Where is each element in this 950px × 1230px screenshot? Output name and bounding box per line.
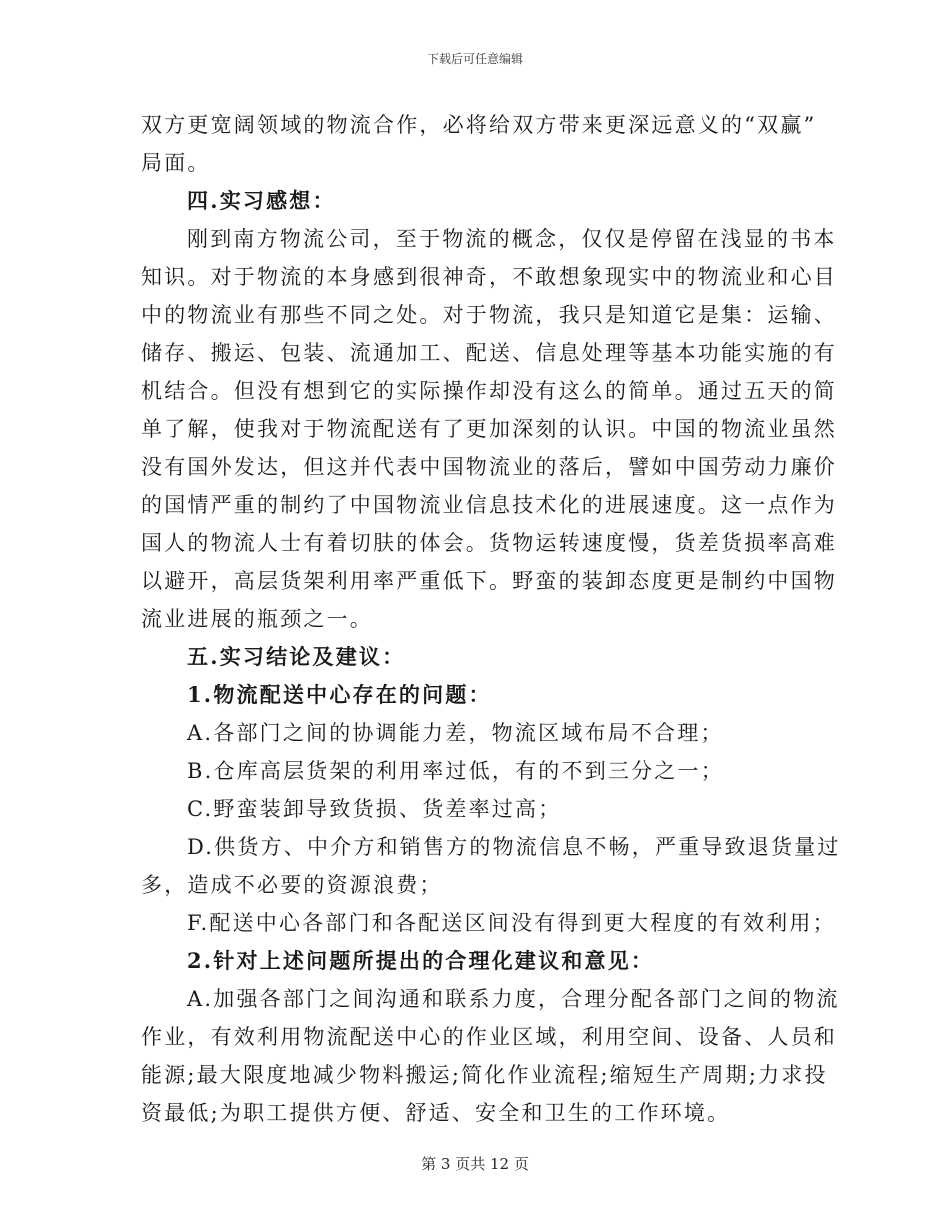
body-text-line: 单了解，使我对于物流配送有了更加深刻的认识。中国的物流业虽然: [141, 417, 837, 441]
body-text-line: D.供货方、中介方和销售方的物流信息不畅，严重导致退货量过: [187, 835, 841, 859]
body-text-line: F.配送中心各部门和各配送区间没有得到更大程度的有效利用；: [187, 911, 836, 935]
body-text-line: 双方更宽阔领域的物流合作，必将给双方带来更深远意义的“双赢”: [141, 113, 817, 137]
body-text-line: 知识。对于物流的本身感到很神奇，不敢想象现实中的物流业和心目: [141, 265, 837, 289]
body-text-line: 多，造成不必要的资源浪费；: [141, 873, 443, 897]
page-body: [141, 106, 841, 1132]
body-text-line: 刚到南方物流公司，至于物流的概念，仅仅是停留在浅显的书本: [187, 227, 837, 251]
body-text-line: B.仓库高层货架的利用率过低，有的不到三分之一；: [187, 759, 724, 783]
body-text-line: 局面。: [141, 151, 211, 175]
body-text-line: 储存、搬运、包装、流通加工、配送、信息处理等基本功能实施的有: [141, 341, 837, 365]
body-text-line: 的国情严重的制约了中国物流业信息技术化的进展速度。这一点作为: [141, 493, 837, 517]
section-heading-line: 2.针对上述问题所提出的合理化建议和意见：: [187, 948, 655, 973]
body-text-line: 以避开，高层货架利用率严重低下。野蛮的装卸态度更是制约中国物: [141, 569, 837, 593]
body-text-line: A.各部门之间的协调能力差，物流区域布局不合理；: [187, 721, 724, 745]
body-text-line: A.加强各部门之间沟通和联系力度，合理分配各部门之间的物流: [187, 987, 840, 1011]
body-text-line: 机结合。但没有想到它的实际操作却没有这么的简单。通过五天的简: [141, 379, 837, 403]
section-heading-line: 1.物流配送中心存在的问题：: [187, 682, 492, 707]
body-text-line: C.野蛮装卸导致货损、货差率过高；: [187, 797, 562, 821]
body-text-line: 能源;最大限度地减少物料搬运;简化作业流程;缩短生产周期;力求投: [141, 1063, 828, 1087]
section-heading-line: 四.实习感想：: [187, 188, 336, 213]
body-text-line: 流业进展的瓶颈之一。: [141, 607, 373, 631]
body-text-line: 资最低;为职工提供方便、舒适、安全和卫生的工作环境。: [141, 1101, 731, 1125]
body-text-line: 没有国外发达，但这并代表中国物流业的落后，譬如中国劳动力廉价: [141, 455, 837, 479]
section-heading-line: 五.实习结论及建议：: [187, 644, 406, 669]
page-footer: 第 3 页共 12 页: [421, 1155, 529, 1173]
body-text-line: 中的物流业有那些不同之处。对于物流，我只是知道它是集：运输、: [141, 303, 837, 327]
body-text-line: 作业，有效利用物流配送中心的作业区域，利用空间、设备、人员和: [141, 1025, 837, 1049]
page-header: 下载后可任意编辑: [426, 52, 523, 66]
body-text-line: 国人的物流人士有着切肤的体会。货物运转速度慢，货差货损率高难: [141, 531, 837, 555]
